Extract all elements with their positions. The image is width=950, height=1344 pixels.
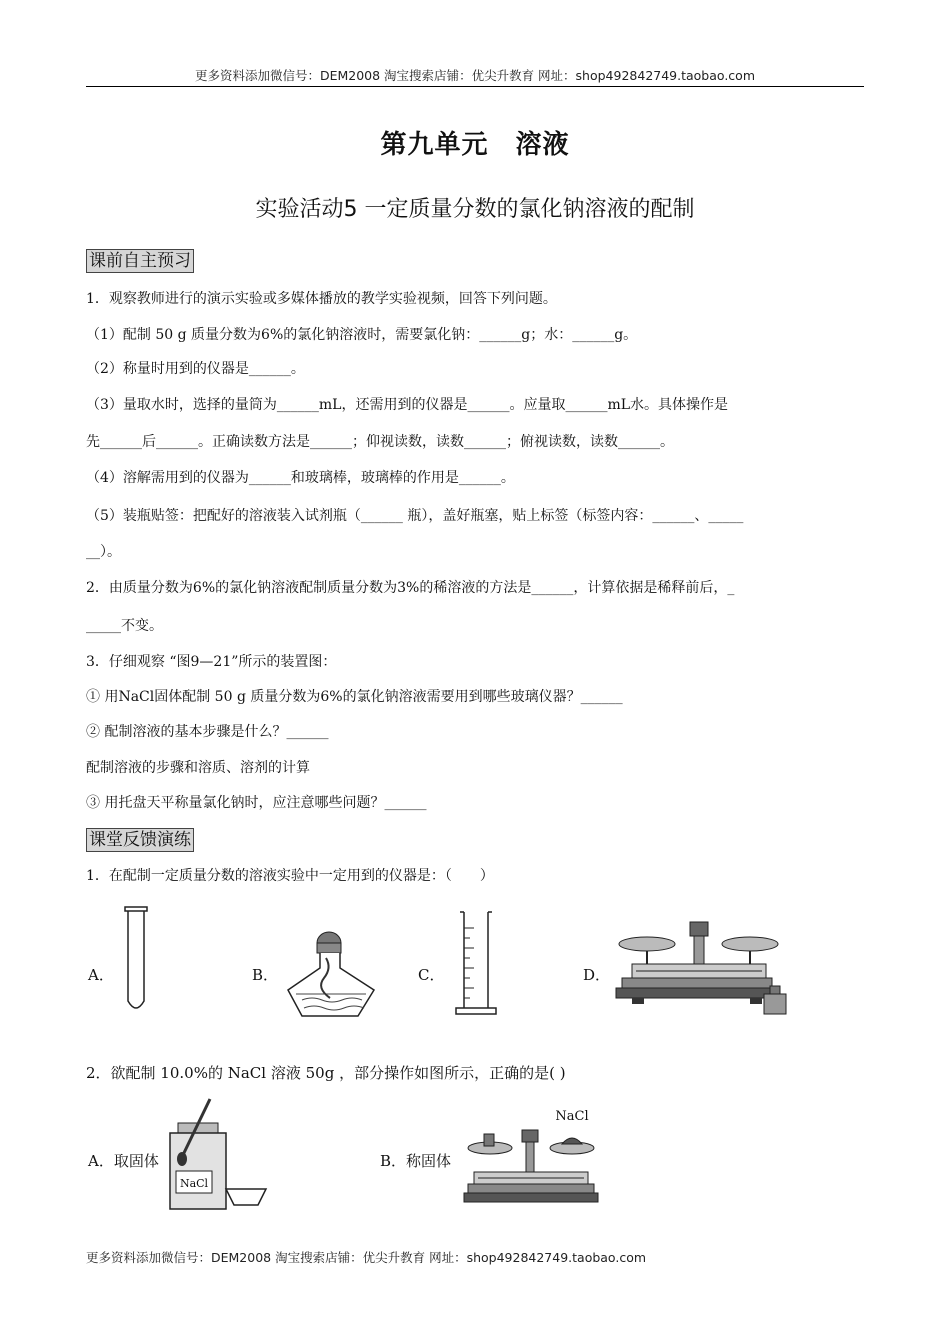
text-line: 1．观察教师进行的演示实验或多媒体播放的教学实验视频，回答下列问题。 bbox=[86, 291, 557, 307]
nacl-label-text-2: NaCl bbox=[555, 1109, 589, 1124]
section-practice: 课堂反馈演练 bbox=[86, 828, 194, 852]
text-line: ① 用NaCl固体配制 50 g 质量分数为6%的氯化钠溶液需要用到哪些玻璃仪器？______ bbox=[86, 689, 623, 705]
option-b-weigh-solid: B．称固体 bbox=[380, 1152, 452, 1170]
reagent-bottle-spoon-icon bbox=[160, 1093, 290, 1215]
header-rule bbox=[86, 86, 864, 87]
text-line: （5）装瓶贴签：把配好的溶液装入试剂瓶（______ 瓶），盖好瓶塞，贴上标签（标签内容：______、_____ bbox=[86, 508, 744, 524]
text-line: 2．由质量分数为6%的氯化钠溶液配制质量分数为3%的稀溶液的方法是______，计算依据是稀释前后，_ bbox=[86, 580, 735, 596]
text-line: 3．仔细观察 “图9—21”所示的装置图： bbox=[86, 654, 337, 670]
page-footer: 更多资料添加微信号：DEM2008 淘宝搜索店铺：优尖升教育 网址：shop492842749.taobao.com bbox=[86, 1250, 647, 1265]
balance-scale-icon bbox=[612, 912, 852, 1020]
option-b-label: B． bbox=[252, 966, 279, 984]
text-line: __）。 bbox=[86, 544, 121, 560]
option-d-label: D． bbox=[583, 966, 611, 984]
option-a-take-solid: A．取固体 bbox=[88, 1152, 159, 1170]
section-preview: 课前自主预习 bbox=[86, 249, 194, 273]
text-line: ③ 用托盘天平称量氯化钠时，应注意哪些问题？______ bbox=[86, 795, 427, 811]
nacl-label-text: NaCl bbox=[179, 1177, 209, 1190]
test-tube-icon bbox=[120, 905, 160, 1017]
text-line: ② 配制溶液的基本步骤是什么？______ bbox=[86, 724, 329, 740]
alcohol-lamp-icon bbox=[282, 928, 380, 1020]
option-a-label: A． bbox=[88, 966, 114, 984]
balance-weighing-icon bbox=[462, 1100, 612, 1218]
graduated-cylinder-icon bbox=[452, 908, 502, 1020]
unit-title: 第九单元 溶液 bbox=[380, 130, 570, 160]
activity-title: 实验活动5 一定质量分数的氯化钠溶液的配制 bbox=[255, 197, 695, 222]
text-line: 配制溶液的步骤和溶质、溶剂的计算 bbox=[86, 760, 310, 776]
text-line: 先______后______。正确读数方法是______；仰视读数，读数______；俯视读数，读数______。 bbox=[86, 434, 674, 450]
question-1: 1．在配制一定质量分数的溶液实验中一定用到的仪器是：（ ） bbox=[86, 868, 494, 884]
text-line: （4）溶解需用到的仪器为______和玻璃棒，玻璃棒的作用是______。 bbox=[86, 470, 515, 486]
question-2: 2．欲配制 10.0%的 NaCl 溶液 50g ，部分操作如图所示，正确的是( ) bbox=[86, 1064, 566, 1082]
text-line: （3）量取水时，选择的量筒为______mL，还需用到的仪器是______。应量取______mL水。具体操作是 bbox=[86, 397, 729, 413]
text-line: （1）配制 50 g 质量分数为6%的氯化钠溶液时，需要氯化钠：______g；水：______g。 bbox=[86, 327, 638, 343]
text-line: （2）称量时用到的仪器是______。 bbox=[86, 361, 305, 377]
page-header: 更多资料添加微信号：DEM2008 淘宝搜索店铺：优尖升教育 网址：shop492842749.taobao.com bbox=[194, 68, 756, 83]
option-c-label: C． bbox=[418, 966, 445, 984]
text-line: _____不变。 bbox=[86, 618, 163, 634]
